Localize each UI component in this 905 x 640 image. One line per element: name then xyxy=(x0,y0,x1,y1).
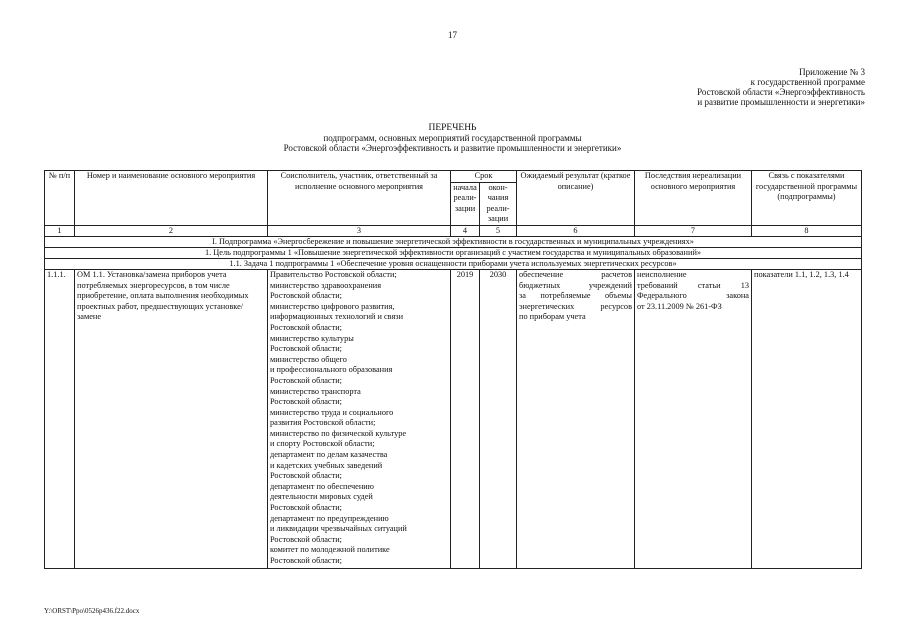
column-number: 3 xyxy=(268,225,451,236)
consequence-line: от 23.11.2009 № 261-ФЗ xyxy=(637,301,722,311)
consequence-line: требований статьи 13 xyxy=(637,280,749,290)
title-line: подпрограмм, основных мероприятий государственной программы xyxy=(323,133,582,143)
executor-line: Ростовской области; xyxy=(270,322,342,332)
appendix-note xyxy=(697,67,865,107)
executor-line: министерство транспорта xyxy=(270,386,361,396)
measures-table xyxy=(44,170,862,569)
task-row xyxy=(45,258,862,269)
title-heading: ПЕРЕЧЕНЬ xyxy=(428,123,477,133)
page-number: 17 xyxy=(448,30,457,40)
consequences xyxy=(635,269,752,568)
executor-line: министерство труда и социального xyxy=(270,407,394,417)
header-term-end: окон-чания реали-зации xyxy=(480,182,517,225)
executor-line: министерство по физической культуре xyxy=(270,428,407,438)
executor-line: Ростовской области; xyxy=(270,291,342,301)
executor-line: информационных технологий и связи xyxy=(270,312,404,322)
executor-line: Ростовской области; xyxy=(270,556,342,565)
executor-line: развития Ростовской области; xyxy=(270,418,376,428)
executor-line: комитет по молодежной политике xyxy=(270,545,390,555)
executor-line: Ростовской области; xyxy=(270,534,342,544)
executor-line: департамент по обеспечению xyxy=(270,481,374,491)
header-indicators: Связь с показателями государственной программы (подпрограммы) xyxy=(752,171,862,226)
executor-line: Ростовской области; xyxy=(270,375,342,385)
result-line: обеспечение расчетов xyxy=(519,269,632,279)
executor-line: министерство цифрового развития, xyxy=(270,301,395,311)
column-number: 7 xyxy=(635,225,752,236)
column-number: 5 xyxy=(480,225,517,236)
executor-line: министерство общего xyxy=(270,354,347,364)
header-number: № п/п xyxy=(45,171,75,226)
table-row xyxy=(45,269,862,568)
appendix-line: и развитие промышленности и энергетики» xyxy=(697,97,865,107)
executor-line: и ликвидации чрезвычайных ситуаций xyxy=(270,524,407,534)
header-executor: Соисполнитель, участник, ответственный за исполнение основного мероприятия xyxy=(268,171,451,226)
executor-line: и спорту Ростовской области; xyxy=(270,439,375,449)
executor-line: Ростовской области; xyxy=(270,397,342,407)
executors-list xyxy=(268,269,451,568)
executor-line: Ростовской области; xyxy=(270,503,342,513)
executor-line: Ростовской области; xyxy=(270,344,342,354)
document-title xyxy=(0,123,905,153)
term-start: 2019 xyxy=(451,269,480,568)
executor-line: и кадетских учебных заведений xyxy=(270,460,383,470)
column-number: 6 xyxy=(517,225,635,236)
appendix-line: Ростовской области «Энергоэффективность xyxy=(697,87,865,97)
executor-line: и профессионального образования xyxy=(270,365,393,375)
table-header-row xyxy=(45,171,862,183)
consequence-line: Федерального закона xyxy=(637,291,749,301)
task-title: 1.1. Задача 1 подпрограммы 1 «Обеспечение уровня оснащенности приборами учета используемых энергетических ресурсов» xyxy=(45,258,862,269)
result-line: бюджетных учреждений xyxy=(519,280,632,290)
title-line: Ростовской области «Энергоэффективность и развитие промышленности и энергетики» xyxy=(283,143,622,153)
result-line: по приборам учета xyxy=(519,312,586,322)
term-end: 2030 xyxy=(480,269,517,568)
executor-line: Ростовской области; xyxy=(270,471,342,481)
subprogram-row xyxy=(45,236,862,247)
header-term-start: начала реали-зации xyxy=(451,182,480,225)
executor-line: министерство культуры xyxy=(270,333,354,343)
column-number: 2 xyxy=(75,225,268,236)
executor-line: департамент по делам казачества xyxy=(270,450,388,460)
column-number: 4 xyxy=(451,225,480,236)
indicator-links: показатели 1.1, 1.2, 1.3, 1.4 xyxy=(752,269,862,568)
header-measure: Номер и наименование основного мероприятия xyxy=(75,171,268,226)
result-line: за потребляемые объемы xyxy=(519,291,632,301)
executor-line: деятельности мировых судей xyxy=(270,492,373,502)
executor-line: Правительство Ростовской области; xyxy=(270,269,397,279)
file-path-footer: Y:\ORST\Ppo\0526p436.f22.docx xyxy=(44,607,140,615)
measure-name: ОМ 1.1. Установка/замена приборов учета потребляемых энергоресурсов, в том числе приобретение, оплата выполнения необходимых проектных работ, предшествующих установке/замене xyxy=(75,269,268,568)
executor-line: департамент по предупреждению xyxy=(270,513,389,523)
result-line: энергетических ресурсов xyxy=(519,301,632,311)
executor-line: министерство здравоохранения xyxy=(270,280,382,290)
header-term: Срок xyxy=(451,171,517,183)
expected-result xyxy=(517,269,635,568)
goal-row xyxy=(45,247,862,258)
appendix-line: Приложение № 3 xyxy=(799,67,865,77)
column-number: 1 xyxy=(45,225,75,236)
goal-title: 1. Цель подпрограммы 1 «Повышение энергетической эффективности организаций с участием государства и муниципальных образований» xyxy=(45,247,862,258)
subprogram-title: I. Подпрограмма «Энергосбережение и повышение энергетической эффективности в государственных и муниципальных учреждениях» xyxy=(45,236,862,247)
column-number-row xyxy=(45,225,862,236)
header-consequence: Последствия нереализации основного мероприятия xyxy=(635,171,752,226)
appendix-line: к государственной программе xyxy=(750,77,865,87)
row-number: 1.1.1. xyxy=(45,269,75,568)
consequence-line: неисполнение xyxy=(637,269,687,279)
column-number: 8 xyxy=(752,225,862,236)
header-result: Ожидаемый результат (краткое описание) xyxy=(517,171,635,226)
